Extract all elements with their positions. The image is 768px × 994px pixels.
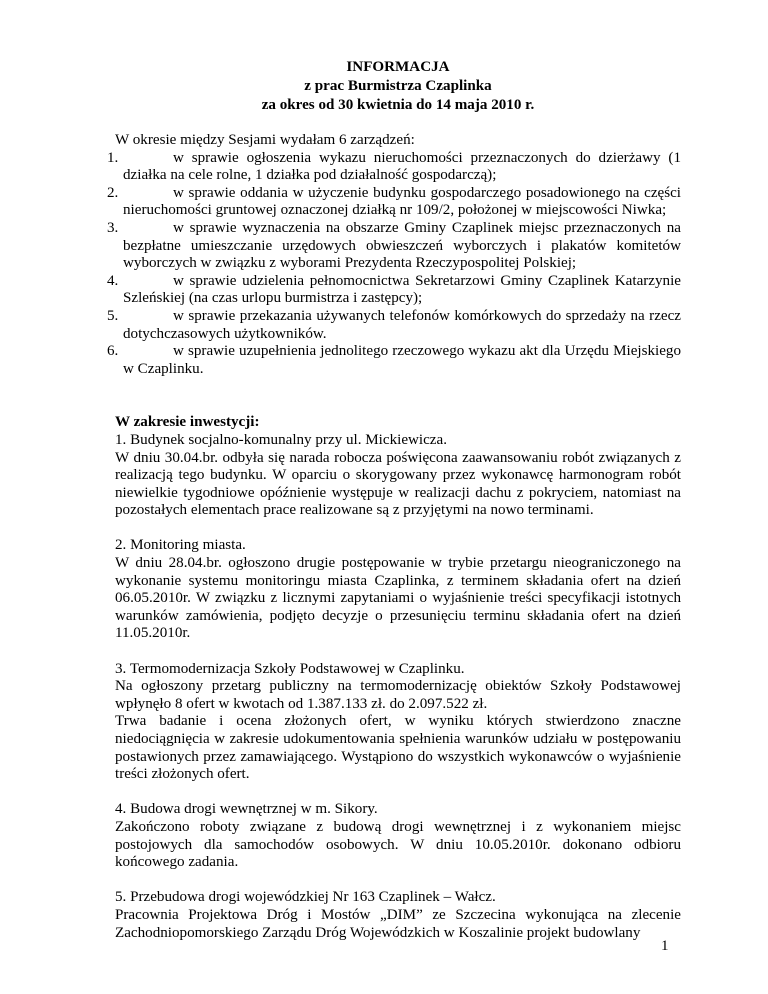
- investment-heading: 4. Budowa drogi wewnętrznej w m. Sikory.: [115, 801, 378, 818]
- header-title: INFORMACJA: [346, 59, 450, 75]
- decree-list: [107, 149, 681, 379]
- investment-heading: 1. Budynek socjalno-komunalny przy ul. Mickiewicza.: [115, 431, 447, 448]
- investment-paragraph: Na ogłoszony przetarg publiczny na termomodernizację obiektów Szkoły Podstawowej wpłynęło 8 ofert w kwotach od 1.387.133 zł. do 2.097.522 zł.: [115, 678, 681, 712]
- decree-number: 6.: [107, 343, 119, 360]
- decree-item: [107, 149, 681, 185]
- investment-item: [115, 537, 681, 643]
- decree-item: [107, 184, 681, 220]
- investment-heading: 5. Przebudowa drogi wojewódzkiej Nr 163 Czaplinek – Wałcz.: [115, 889, 496, 906]
- decree-number: 2.: [107, 184, 119, 201]
- investment-paragraph: Pracownia Projektowa Dróg i Mostów „DIM” ze Szczecina wykonująca na zlecenie Zachodniopomorskiego Zarządu Dróg Wojewódzkich w Koszalinie projekt budowlany: [115, 906, 681, 941]
- decree-text: w sprawie oddania w użyczenie budynku gospodarczego posadowionego na części nieruchomości gruntowej oznaczonej działką nr 109/2, położonej w miejscowości Niwka;: [123, 184, 681, 219]
- decree-text: w sprawie uzupełnienia jednolitego rzeczowego wykazu akt dla Urzędu Miejskiego w Czaplinku.: [123, 343, 681, 377]
- document-page: [107, 58, 681, 942]
- investment-paragraph: Zakończono roboty związane z budową drogi wewnętrznej i z wykonaniem miejsc postojowych dla samochodów osobowych. W dniu 10.05.2010r. dokonano odbioru końcowego zadania.: [115, 818, 681, 871]
- decree-text: w sprawie ogłoszenia wykazu nieruchomości przeznaczonych do dzierżawy (1 działka na cele rolne, 1 działka pod działalność gospodarczą);: [123, 149, 681, 184]
- decree-text: w sprawie wyznaczenia na obszarze Gminy Czaplinek miejsc przeznaczonych na bezpłatne umieszczanie urzędowych obwieszczeń wyborczych i plakatów komitetów wyborczych w związku z wyborami Prezydenta Rzeczypospolitej Polskiej;: [123, 219, 681, 272]
- investment-item: [115, 661, 681, 784]
- intro-text: W okresie między Sesjami wydałam 6 zarządzeń:: [115, 132, 415, 148]
- document-header: [115, 58, 681, 115]
- decree-text: w sprawie przekazania używanych telefonów komórkowych do sprzedaży na rzecz dotychczasowych użytkowników.: [123, 307, 681, 342]
- decree-item: [107, 307, 681, 343]
- decree-number: 5.: [107, 307, 119, 324]
- investment-heading: 2. Monitoring miasta.: [115, 537, 246, 554]
- decree-number: 4.: [107, 272, 119, 289]
- investment-paragraph: W dniu 30.04.br. odbyła się narada robocza poświęcona zaawansowaniu robót związanych z realizacją tego budynku. W oparciu o skorygowany przez wykonawcę harmonogram robót niewielkie tygodniowe opóźnienie występuje w realizacji dachu z pokryciem, natomiast na pozostałych elementach prace realizowane są z przyjętymi na nowo terminami.: [115, 449, 681, 519]
- header-subtitle: z prac Burmistrza Czaplinka: [304, 78, 492, 94]
- investment-paragraph: W dniu 28.04.br. ogłoszono drugie postępowanie w trybie przetargu nieograniczonego na wykonanie systemu monitoringu miasta Czaplinka, z terminem składania ofert na dzień 06.05.2010r. W związku z licznymi zapytaniami o wyjaśnienie treści specyfikacji istotnych warunków zamówienia, podjęto decyzje o przesunięciu terminu składania ofert na dzień 11.05.2010r.: [115, 555, 681, 642]
- investment-paragraph: Trwa badanie i ocena złożonych ofert, w wyniku których stwierdzono znaczne niedociągnięcia w zakresie udokumentowania spełnienia warunków udziału w postępowaniu postawionych przez zamawiającego. Wystąpiono do wszystkich wykonawców o wyjaśnienie treści złożonych ofert.: [115, 713, 681, 783]
- investment-item: [115, 432, 681, 520]
- decree-number: 3.: [107, 219, 119, 236]
- page-number: 1: [661, 938, 669, 954]
- header-period: za okres od 30 kwietnia do 14 maja 2010 r.: [261, 97, 535, 113]
- decree-number: 1.: [107, 149, 119, 166]
- investment-heading: 3. Termomodernizacja Szkoły Podstawowej w Czaplinku.: [115, 660, 465, 677]
- investment-item: [115, 889, 681, 942]
- investment-item: [115, 801, 681, 871]
- decree-item: [107, 272, 681, 308]
- decree-item: [107, 343, 681, 378]
- investments-title: W zakresie inwestycji:: [115, 414, 260, 431]
- decree-item: [107, 219, 681, 273]
- decree-text: w sprawie udzielenia pełnomocnictwa Sekretarzowi Gminy Czaplinek Katarzynie Szleńskiej (na czas urlopu burmistrza i zastępcy);: [123, 272, 681, 307]
